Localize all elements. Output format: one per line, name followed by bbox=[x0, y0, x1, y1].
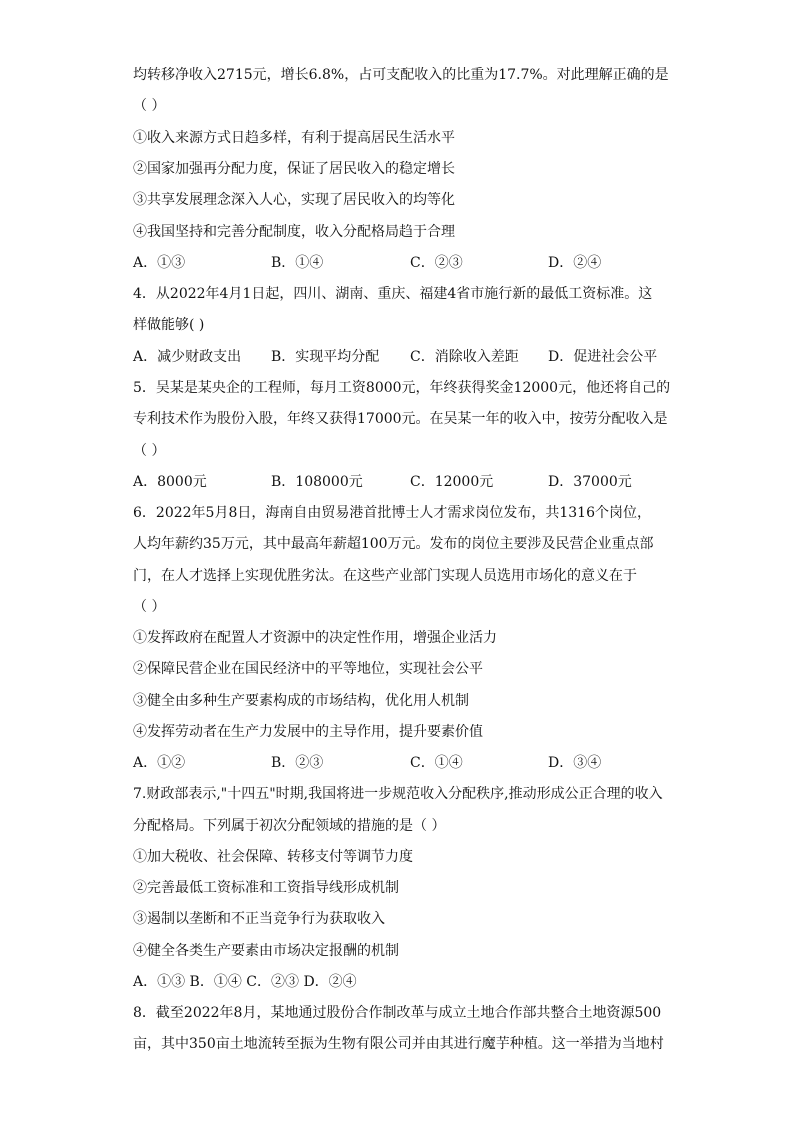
q5-option-d[interactable]: D．37000元 bbox=[548, 474, 632, 490]
q3-option-c[interactable]: C．②③ bbox=[410, 255, 463, 271]
q8-stem-line-1: 8．截至2022年8月，某地通过股份合作制改革与成立土地合作部共整合土地资源500 bbox=[133, 1005, 662, 1021]
q6-option-c[interactable]: C．①④ bbox=[410, 755, 463, 771]
q6-statement-2: ②保障民营企业在国民经济中的平等地位，实现社会公平 bbox=[133, 661, 483, 677]
q4-option-c[interactable]: C．消除收入差距 bbox=[410, 349, 519, 365]
q7-statement-1: ①加大税收、社会保障、转移支付等调节力度 bbox=[133, 849, 413, 865]
q6-statement-4: ④发挥劳动者在生产力发展中的主导作用，提升要素价值 bbox=[133, 724, 483, 740]
q6-stem-line-2: 人均年薪约35万元，其中最高年薪超100万元。发布的岗位主要涉及民营企业重点部 bbox=[133, 536, 654, 552]
q7-options[interactable]: A．①③ B．①④ C．②③ D．②④ bbox=[133, 974, 357, 990]
q3-stem-continuation: 均转移净收入2715元，增长6.8%，占可支配收入的比重为17.7%。对此理解正确的是 bbox=[133, 67, 669, 83]
q5-stem-line-2: 专利技术作为股份入股，年终又获得17000元。在吴某一年的收入中，按劳分配收入是 bbox=[133, 411, 668, 427]
q6-stem-line-3: 门，在人才选择上实现优胜劣汰。在这些产业部门实现人员选用市场化的意义在于 bbox=[133, 568, 637, 584]
q3-option-d[interactable]: D．②④ bbox=[548, 255, 602, 271]
q3-option-b[interactable]: B．①④ bbox=[271, 255, 324, 271]
q6-statement-3: ③健全由多种生产要素构成的市场结构，优化用人机制 bbox=[133, 693, 469, 709]
q3-statement-1: ①收入来源方式日趋多样，有利于提高居民生活水平 bbox=[133, 130, 455, 146]
q7-stem-line-1: 7.财政部表示,"十四五"时期,我国将进一步规范收入分配秩序,推动形成公正合理的收入 bbox=[133, 786, 663, 802]
q4-option-d[interactable]: D．促进社会公平 bbox=[548, 349, 658, 365]
q5-answer-blank: （ ） bbox=[133, 443, 166, 459]
q3-statement-3: ③共享发展理念深入人心，实现了居民收入的均等化 bbox=[133, 192, 455, 208]
q3-statement-4: ④我国坚持和完善分配制度，收入分配格局趋于合理 bbox=[133, 224, 455, 240]
q4-option-b[interactable]: B．实现平均分配 bbox=[271, 349, 380, 365]
q5-option-a[interactable]: A．8000元 bbox=[133, 474, 207, 490]
q5-option-c[interactable]: C．12000元 bbox=[410, 474, 494, 490]
q6-option-a[interactable]: A．①② bbox=[133, 755, 186, 771]
q6-statement-1: ①发挥政府在配置人才资源中的决定性作用，增强企业活力 bbox=[133, 630, 497, 646]
q3-option-a[interactable]: A．①③ bbox=[133, 255, 186, 271]
q4-stem-line-2: 样做能够( ) bbox=[133, 317, 205, 333]
q7-stem-line-2: 分配格局。下列属于初次分配领域的措施的是（ ） bbox=[133, 818, 446, 834]
q5-stem-line-1: 5．吴某是某央企的工程师，每月工资8000元，年终获得奖金12000元，他还将自己的 bbox=[133, 380, 671, 396]
q6-stem-line-1: 6．2022年5月8日，海南自由贸易港首批博士人才需求岗位发布，共1316个岗位， bbox=[133, 505, 651, 521]
q3-statement-2: ②国家加强再分配力度，保证了居民收入的稳定增长 bbox=[133, 161, 455, 177]
q8-stem-line-2: 亩，其中350亩土地流转至振为生物有限公司并由其进行魔芋种植。这一举措为当地村 bbox=[133, 1036, 664, 1052]
q7-statement-4: ④健全各类生产要素由市场决定报酬的机制 bbox=[133, 943, 399, 959]
q4-option-a[interactable]: A．减少财政支出 bbox=[133, 349, 242, 365]
q5-option-b[interactable]: B．108000元 bbox=[271, 474, 363, 490]
q6-option-b[interactable]: B．②③ bbox=[271, 755, 324, 771]
q6-option-d[interactable]: D．③④ bbox=[548, 755, 602, 771]
q4-stem-line-1: 4．从2022年4月1日起，四川、湖南、重庆、福建4省市施行新的最低工资标准。这 bbox=[133, 286, 653, 302]
q3-answer-blank: （ ） bbox=[133, 98, 166, 114]
q7-statement-3: ③遏制以垄断和不正当竞争行为获取收入 bbox=[133, 911, 385, 927]
q6-answer-blank: （ ） bbox=[133, 599, 166, 615]
q7-statement-2: ②完善最低工资标准和工资指导线形成机制 bbox=[133, 880, 399, 896]
